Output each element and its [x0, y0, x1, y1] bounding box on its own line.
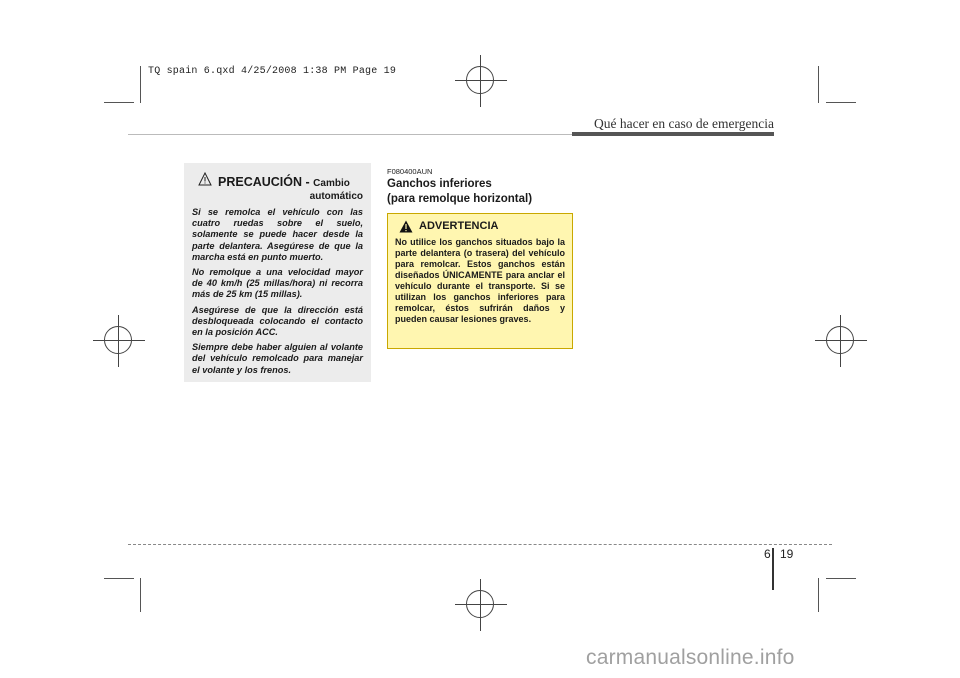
caution-box	[184, 163, 371, 382]
header-accent-bar	[572, 132, 774, 136]
crop-mark	[818, 66, 819, 103]
caution-paragraph: Asegúrese de que la dirección está desbloqueada colocando el contacto en la posición ACC.	[192, 304, 363, 338]
footer-rule	[128, 544, 832, 545]
caution-paragraph: Si se remolca el vehículo con las cuatro ruedas sobre el suelo, solamente se puede hacer desde la parte delantera. Asegúrese de que la marcha está en punto muerto.	[192, 207, 363, 262]
registration-mark-top	[466, 66, 494, 94]
caution-subtitle-2: automático	[309, 191, 363, 202]
page-number: 19	[780, 547, 794, 561]
caution-title: PRECAUCIÓN -	[218, 175, 310, 189]
crop-mark	[140, 578, 141, 612]
print-slug: TQ spain 6.qxd 4/25/2008 1:38 PM Page 19	[148, 66, 397, 77]
caution-paragraph: Siempre debe haber alguien al volante del vehículo remolcado para manejar el volante y los frenos.	[192, 342, 363, 375]
crop-mark	[140, 66, 141, 103]
page-number-divider	[772, 548, 774, 590]
watermark: carmanualsonline.info	[586, 646, 795, 669]
section-code: F080400AUN	[387, 167, 433, 176]
warning-title: ADVERTENCIA	[419, 220, 499, 232]
crop-mark	[826, 102, 856, 103]
section-title-line-1: Ganchos inferiores	[387, 178, 492, 190]
crop-mark	[104, 102, 134, 103]
registration-mark-bottom	[466, 590, 494, 618]
caution-triangle-icon	[198, 172, 212, 186]
crop-mark	[818, 578, 819, 612]
warning-heading	[395, 220, 565, 235]
chapter-header-title: Qué hacer en caso de emergencia	[593, 116, 774, 131]
caution-paragraph: No remolque a una velocidad mayor de 40 km/h (25 millas/hora) ni recorra más de 25 km (15 millas).	[192, 267, 363, 300]
warning-triangle-icon	[399, 220, 413, 233]
caution-subtitle: Cambio	[313, 178, 350, 189]
crop-mark	[826, 578, 856, 579]
warning-box	[387, 213, 573, 349]
section-title-line-2: (para remolque horizontal)	[387, 193, 533, 205]
crop-mark	[104, 578, 134, 579]
caution-heading	[192, 175, 363, 203]
registration-mark-left	[104, 326, 132, 354]
section-title	[387, 177, 532, 207]
warning-text: No utilice los ganchos situados bajo la parte delantera (o trasera) del vehículo para remolcar. Estos ganchos están diseñados ÚNICAMENTE para anclar el vehículo durante el transporte. Si se utilizan los ganchos inferiores para remolcar, éstos sufrirán daños y pueden causar lesiones graves.	[395, 237, 565, 324]
chapter-number: 6	[764, 547, 771, 561]
registration-mark-right	[826, 326, 854, 354]
